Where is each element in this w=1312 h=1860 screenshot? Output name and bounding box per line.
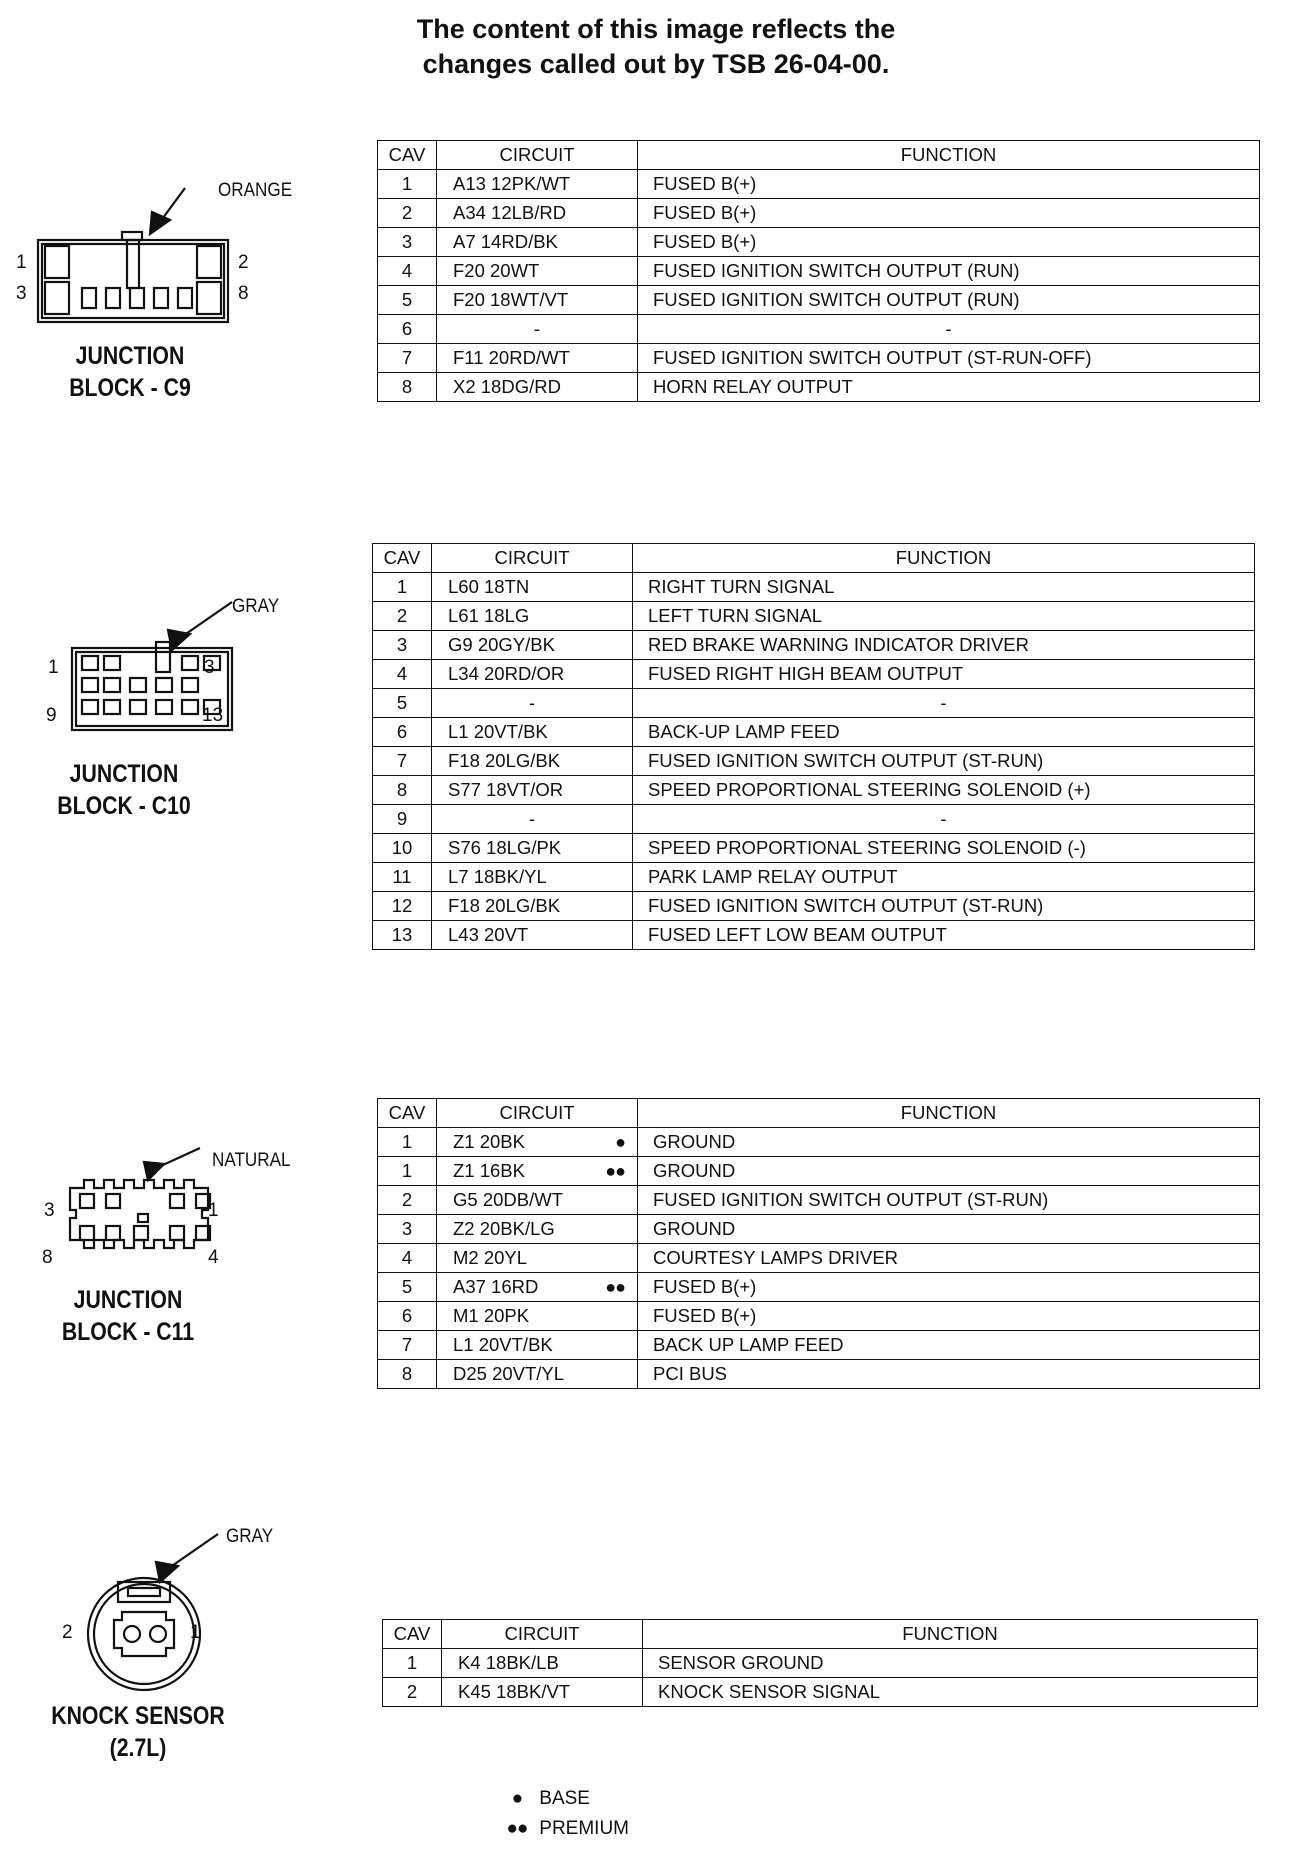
- circuit-cell: L1 20VT/BK: [437, 1331, 638, 1360]
- cav-cell: 10: [373, 834, 432, 863]
- table-row: [383, 1649, 1258, 1678]
- header-line-1: The content of this image reflects the: [416, 14, 896, 44]
- pin-table-c9: [377, 140, 1260, 402]
- function-cell: SENSOR GROUND: [643, 1649, 1258, 1678]
- table-row: [383, 1678, 1258, 1707]
- cav-cell: 1: [378, 170, 437, 199]
- circuit-cell: [437, 1273, 638, 1302]
- circuit-header: CIRCUIT: [437, 141, 638, 170]
- circuit-cell: X2 18DG/RD: [437, 373, 638, 402]
- cav-cell: 3: [378, 1215, 437, 1244]
- pin-label: 1: [190, 1622, 201, 1643]
- cav-cell: 5: [378, 1273, 437, 1302]
- connector-name-line-1: JUNCTION: [75, 342, 185, 370]
- function-cell: FUSED B(+): [638, 228, 1260, 257]
- connector-name-line-2: BLOCK - C11: [61, 1318, 195, 1346]
- table-row: [378, 1360, 1260, 1389]
- function-cell: FUSED IGNITION SWITCH OUTPUT (ST-RUN): [638, 1186, 1260, 1215]
- circuit-cell: A13 12PK/WT: [437, 170, 638, 199]
- cav-cell: 9: [373, 805, 432, 834]
- circuit-header: CIRCUIT: [437, 1099, 638, 1128]
- cav-cell: 6: [378, 315, 437, 344]
- cav-cell: 5: [378, 286, 437, 315]
- pin-label: 2: [238, 252, 249, 273]
- pin-table-c10: [372, 543, 1255, 950]
- connector-name-line-1: JUNCTION: [73, 1286, 183, 1314]
- cav-cell: 7: [378, 1331, 437, 1360]
- circuit-cell: F11 20RD/WT: [437, 344, 638, 373]
- table-row: [378, 373, 1260, 402]
- function-header: FUNCTION: [633, 544, 1255, 573]
- function-cell: FUSED B(+): [638, 1302, 1260, 1331]
- table-row: [373, 718, 1255, 747]
- table-header-row: [373, 544, 1255, 573]
- connector-name-line-2: BLOCK - C10: [57, 792, 191, 820]
- cav-header: CAV: [378, 1099, 437, 1128]
- pin-label: 1: [16, 252, 27, 273]
- circuit-cell: A34 12LB/RD: [437, 199, 638, 228]
- circuit-text: Z1 16BK: [453, 1160, 525, 1181]
- pin-label: 2: [62, 1622, 73, 1643]
- circuit-text: A37 16RD: [453, 1276, 539, 1297]
- cav-cell: 4: [378, 1244, 437, 1273]
- table-row: [373, 805, 1255, 834]
- function-cell: RIGHT TURN SIGNAL: [633, 573, 1255, 602]
- table-row: [378, 1331, 1260, 1360]
- table-header-row: [383, 1620, 1258, 1649]
- cav-cell: 7: [373, 747, 432, 776]
- function-cell: GROUND: [638, 1157, 1260, 1186]
- table-row: [373, 660, 1255, 689]
- premium-marker-icon: ●●: [605, 1277, 625, 1297]
- function-cell: FUSED IGNITION SWITCH OUTPUT (ST-RUN): [633, 892, 1255, 921]
- cav-cell: 6: [378, 1302, 437, 1331]
- circuit-cell: S77 18VT/OR: [432, 776, 633, 805]
- circuit-cell: L34 20RD/OR: [432, 660, 633, 689]
- connector-c10-name: [39, 758, 209, 822]
- function-header: FUNCTION: [638, 1099, 1260, 1128]
- cav-cell: 6: [373, 718, 432, 747]
- circuit-cell: F18 20LG/BK: [432, 747, 633, 776]
- table-row: [378, 1244, 1260, 1273]
- table-row: [373, 892, 1255, 921]
- function-cell: FUSED RIGHT HIGH BEAM OUTPUT: [633, 660, 1255, 689]
- cav-header: CAV: [378, 141, 437, 170]
- function-cell: FUSED IGNITION SWITCH OUTPUT (ST-RUN): [633, 747, 1255, 776]
- base-marker-icon: ●: [615, 1132, 625, 1152]
- pin-label: 3: [204, 657, 215, 678]
- cav-cell: 1: [378, 1157, 437, 1186]
- premium-marker-icon: ●●: [506, 1818, 528, 1839]
- circuit-cell: -: [432, 689, 633, 718]
- table-row: [378, 315, 1260, 344]
- circuit-cell: F20 18WT/VT: [437, 286, 638, 315]
- circuit-cell: K4 18BK/LB: [442, 1649, 643, 1678]
- table-row: [378, 344, 1260, 373]
- table-row: [378, 1302, 1260, 1331]
- function-cell: COURTESY LAMPS DRIVER: [638, 1244, 1260, 1273]
- cav-cell: 11: [373, 863, 432, 892]
- function-cell: FUSED B(+): [638, 170, 1260, 199]
- pin-label: 4: [208, 1247, 219, 1268]
- table-row: [373, 863, 1255, 892]
- pin-table-knock-sensor: [382, 1619, 1258, 1707]
- function-cell: PCI BUS: [638, 1360, 1260, 1389]
- function-cell: -: [633, 805, 1255, 834]
- function-cell: RED BRAKE WARNING INDICATOR DRIVER: [633, 631, 1255, 660]
- cav-cell: 12: [373, 892, 432, 921]
- legend-label: PREMIUM: [539, 1818, 630, 1839]
- cav-header: CAV: [383, 1620, 442, 1649]
- cav-cell: 2: [373, 602, 432, 631]
- pin-label: 8: [42, 1247, 53, 1268]
- circuit-cell: S76 18LG/PK: [432, 834, 633, 863]
- function-cell: SPEED PROPORTIONAL STEERING SOLENOID (+): [633, 776, 1255, 805]
- connector-name-line-1: JUNCTION: [69, 760, 179, 788]
- table-row: [373, 921, 1255, 950]
- cav-cell: 3: [378, 228, 437, 257]
- circuit-cell: F20 20WT: [437, 257, 638, 286]
- function-cell: BACK UP LAMP FEED: [638, 1331, 1260, 1360]
- connector-c9-name: [45, 340, 215, 404]
- circuit-cell: M1 20PK: [437, 1302, 638, 1331]
- connector-c10-color: GRAY: [232, 596, 280, 617]
- cav-cell: 2: [383, 1678, 442, 1707]
- connector-c11-name: [43, 1284, 213, 1348]
- pin-table-c11: [377, 1098, 1260, 1389]
- cav-cell: 7: [378, 344, 437, 373]
- function-cell: FUSED B(+): [638, 199, 1260, 228]
- connector-name-line-2: (2.7L): [109, 1734, 167, 1762]
- table-row: [373, 747, 1255, 776]
- function-cell: KNOCK SENSOR SIGNAL: [643, 1678, 1258, 1707]
- circuit-cell: L43 20VT: [432, 921, 633, 950]
- circuit-cell: K45 18BK/VT: [442, 1678, 643, 1707]
- circuit-cell: F18 20LG/BK: [432, 892, 633, 921]
- pin-label: 8: [238, 283, 249, 304]
- connector-name-line-1: KNOCK SENSOR: [51, 1702, 225, 1730]
- function-cell: FUSED IGNITION SWITCH OUTPUT (RUN): [638, 286, 1260, 315]
- function-cell: PARK LAMP RELAY OUTPUT: [633, 863, 1255, 892]
- table-row: [373, 689, 1255, 718]
- header-line-2: changes called out by TSB 26-04-00.: [422, 49, 890, 79]
- table-row: [373, 776, 1255, 805]
- table-row: [378, 1273, 1260, 1302]
- pin-label: 3: [44, 1200, 55, 1221]
- function-cell: FUSED IGNITION SWITCH OUTPUT (ST-RUN-OFF): [638, 344, 1260, 373]
- circuit-cell: A7 14RD/BK: [437, 228, 638, 257]
- circuit-cell: L7 18BK/YL: [432, 863, 633, 892]
- circuit-header: CIRCUIT: [442, 1620, 643, 1649]
- function-cell: -: [638, 315, 1260, 344]
- circuit-header: CIRCUIT: [432, 544, 633, 573]
- cav-cell: 4: [378, 257, 437, 286]
- circuit-cell: L60 18TN: [432, 573, 633, 602]
- table-row: [373, 631, 1255, 660]
- circuit-cell: [437, 1128, 638, 1157]
- pin-label: 1: [48, 657, 59, 678]
- table-row: [378, 1215, 1260, 1244]
- cav-cell: 13: [373, 921, 432, 950]
- function-cell: FUSED IGNITION SWITCH OUTPUT (RUN): [638, 257, 1260, 286]
- table-row: [378, 1186, 1260, 1215]
- cav-cell: 8: [373, 776, 432, 805]
- circuit-text: Z1 20BK: [453, 1131, 525, 1152]
- knock-sensor-color: GRAY: [226, 1526, 274, 1547]
- function-cell: BACK-UP LAMP FEED: [633, 718, 1255, 747]
- function-cell: HORN RELAY OUTPUT: [638, 373, 1260, 402]
- function-cell: GROUND: [638, 1128, 1260, 1157]
- circuit-cell: L1 20VT/BK: [432, 718, 633, 747]
- legend-label: BASE: [539, 1788, 590, 1809]
- cav-cell: 1: [378, 1128, 437, 1157]
- legend-base: [500, 1788, 590, 1810]
- table-row: [378, 1157, 1260, 1186]
- cav-cell: 4: [373, 660, 432, 689]
- connector-c10-drawing: [60, 590, 260, 740]
- cav-cell: 8: [378, 1360, 437, 1389]
- cav-cell: 2: [378, 1186, 437, 1215]
- circuit-cell: M2 20YL: [437, 1244, 638, 1273]
- table-row: [373, 834, 1255, 863]
- pin-label: 9: [46, 705, 57, 726]
- knock-sensor-name: [36, 1700, 240, 1764]
- pin-label: 3: [16, 283, 27, 304]
- circuit-cell: G9 20GY/BK: [432, 631, 633, 660]
- table-header-row: [378, 141, 1260, 170]
- cav-cell: 5: [373, 689, 432, 718]
- table-row: [378, 257, 1260, 286]
- cav-cell: 1: [373, 573, 432, 602]
- cav-header: CAV: [373, 544, 432, 573]
- circuit-cell: -: [437, 315, 638, 344]
- function-cell: FUSED B(+): [638, 1273, 1260, 1302]
- function-cell: LEFT TURN SIGNAL: [633, 602, 1255, 631]
- legend-premium: [500, 1818, 629, 1840]
- connector-c9-color: ORANGE: [218, 180, 293, 201]
- function-header: FUNCTION: [643, 1620, 1258, 1649]
- circuit-cell: D25 20VT/YL: [437, 1360, 638, 1389]
- circuit-cell: [437, 1157, 638, 1186]
- cav-cell: 8: [378, 373, 437, 402]
- cav-cell: 3: [373, 631, 432, 660]
- pin-label: 1: [208, 1200, 219, 1221]
- function-cell: GROUND: [638, 1215, 1260, 1244]
- table-header-row: [378, 1099, 1260, 1128]
- circuit-cell: Z2 20BK/LG: [437, 1215, 638, 1244]
- function-cell: SPEED PROPORTIONAL STEERING SOLENOID (-): [633, 834, 1255, 863]
- connector-c11-color: NATURAL: [212, 1150, 291, 1171]
- premium-marker-icon: ●●: [605, 1161, 625, 1181]
- table-row: [378, 1128, 1260, 1157]
- circuit-cell: L61 18LG: [432, 602, 633, 631]
- function-cell: FUSED LEFT LOW BEAM OUTPUT: [633, 921, 1255, 950]
- pin-label: 13: [202, 705, 224, 726]
- connector-name-line-2: BLOCK - C9: [69, 374, 191, 402]
- table-row: [378, 199, 1260, 228]
- function-header: FUNCTION: [638, 141, 1260, 170]
- table-row: [373, 573, 1255, 602]
- table-row: [378, 228, 1260, 257]
- base-marker-icon: ●: [511, 1788, 523, 1809]
- circuit-cell: G5 20DB/WT: [437, 1186, 638, 1215]
- circuit-cell: -: [432, 805, 633, 834]
- table-row: [373, 602, 1255, 631]
- table-row: [378, 286, 1260, 315]
- table-row: [378, 170, 1260, 199]
- function-cell: -: [633, 689, 1255, 718]
- cav-cell: 2: [378, 199, 437, 228]
- cav-cell: 1: [383, 1649, 442, 1678]
